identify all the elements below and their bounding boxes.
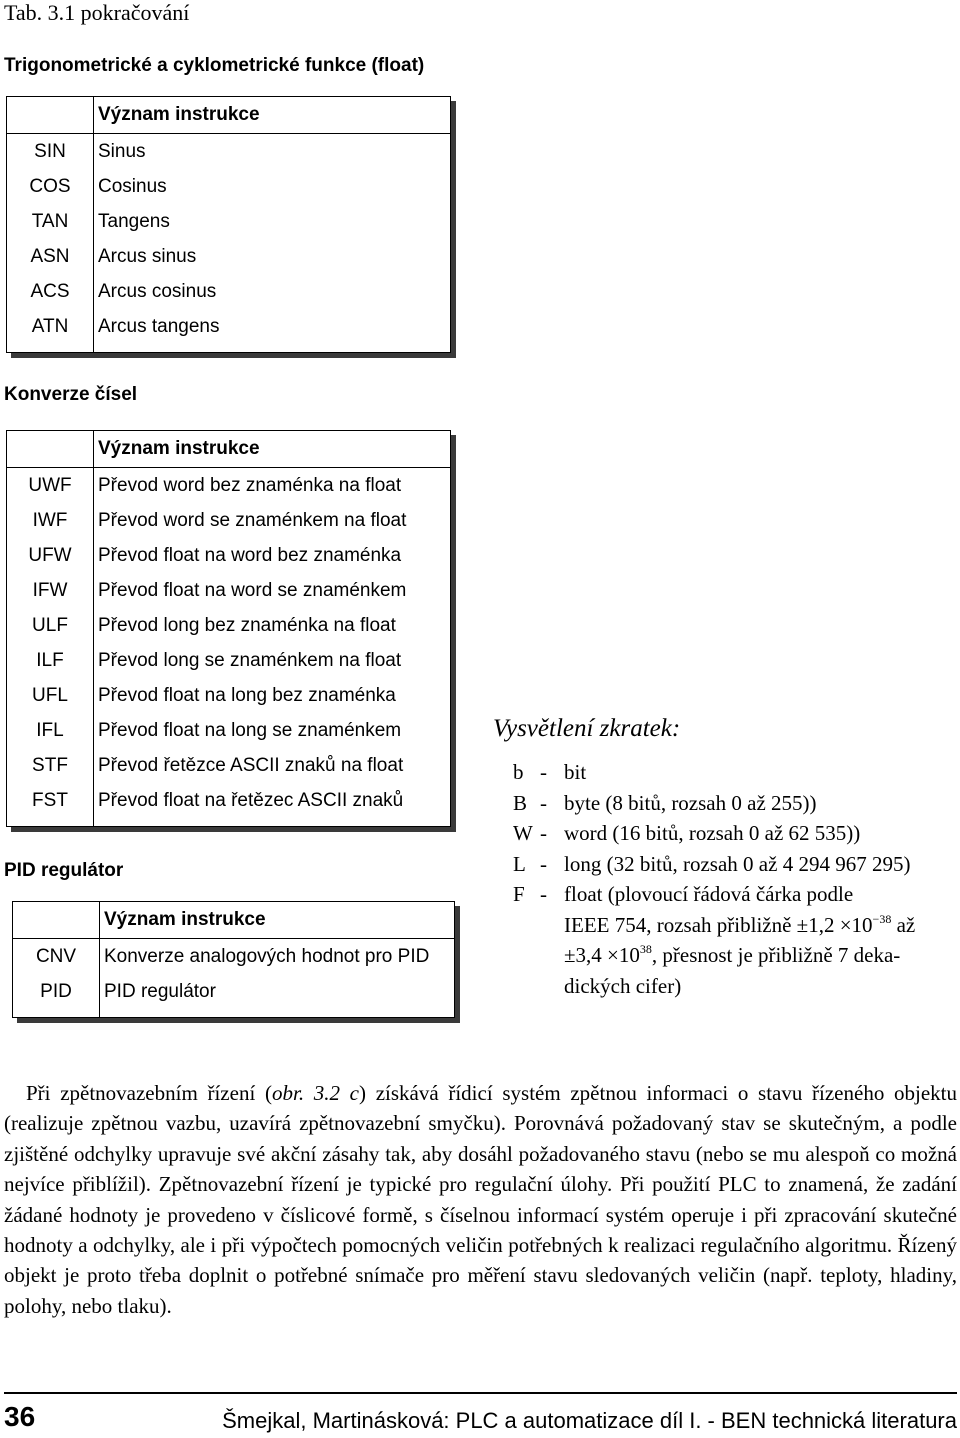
table-header-row (7, 97, 451, 134)
table-row (7, 274, 451, 309)
instruction-code: FST (7, 783, 94, 818)
table-row (7, 643, 451, 678)
legend-float-continuation-3 (493, 971, 960, 1002)
instruction-code: IFW (7, 573, 94, 608)
footer-citation: Šmejkal, Martinásková: PLC a automatizace díl I. - BEN technická literatura (222, 1408, 957, 1433)
float-precision-end: dických cifer) (564, 973, 682, 998)
instruction-code: ULF (7, 608, 94, 643)
legend-description: word (16 bitů, rozsah 0 až 62 535)) (564, 821, 861, 845)
instruction-meaning: Arcus tangens (98, 315, 220, 337)
instruction-meaning: Převod float na long bez znaménka (98, 684, 396, 706)
body-paragraph (4, 1078, 957, 1321)
instruction-meaning: Arcus cosinus (98, 280, 217, 302)
table-row (7, 748, 451, 783)
figure-reference: obr. 3.2 c (271, 1081, 360, 1105)
header-code-cell (13, 902, 100, 939)
legend-abbreviation: F (513, 882, 525, 906)
spacer-cell (94, 344, 451, 353)
section-heading-trigonometric: Trigonometrické a cyklometrické funkce (float) (4, 55, 425, 76)
legend-description: float (plovoucí řádová čárka podle (564, 882, 854, 906)
table-bottom-spacer (7, 344, 451, 353)
paragraph-text-start: Při zpětnovazebním řízení ( (26, 1081, 272, 1105)
legend-items (493, 757, 960, 910)
table-row (7, 239, 451, 274)
legend-item (493, 788, 960, 819)
legend-dash: - (540, 882, 547, 906)
legend-dash: - (540, 851, 547, 876)
table-bottom-spacer (13, 1009, 455, 1018)
table-row (13, 974, 455, 1009)
paragraph-text-rest: ) získává řídicí systém zpětnou informaci o stavu řízeného objektu (realizuje zpětnou vazbu, uzavírá zpětnovazební smyčku). Porovnává požadovaný stav se skutečným, a podle zjištěné odchylky upravuje své akční zásahy tak, aby dosáhl požadovaného stavu (nebo se mu alespoň co možná nejvíce přiblížil). Zpětnovazební řízení je typické pro regulační úlohy. Při použití PLC to znamená, že zadání žádané hodnoty je provedeno v číslicové formě, s číselnou informací systém operuje i při zpracování skutečné hodnoty a odchylky, ale i při výpočtech pomocných veličin potřebných k realizaci regulačního algoritmu. Řízený objekt je proto třeba doplnit o potřebné snímače pro měření stavu sledovaných veličin (např. teploty, hladiny, polohy, nebo tlaku). (4, 1081, 957, 1318)
header-code-cell (7, 97, 94, 134)
header-meaning-cell: Význam instrukce (94, 431, 451, 468)
instruction-code: ILF (7, 643, 94, 678)
instruction-meaning: Převod řetězce ASCII znaků na float (98, 754, 404, 776)
abbreviation-legend (493, 715, 960, 1001)
header-meaning-cell: Význam instrukce (94, 97, 451, 134)
instruction-meaning: Převod word se znaménkem na float (98, 509, 407, 531)
legend-dash: - (540, 790, 547, 815)
legend-abbreviation: b (513, 760, 524, 784)
table-bottom-spacer (7, 818, 451, 827)
instruction-meaning: Arcus sinus (98, 245, 197, 267)
table-row (7, 608, 451, 643)
instruction-code: UWF (7, 468, 94, 504)
legend-abbreviation: B (513, 790, 528, 815)
legend-abbreviation: W (513, 821, 533, 845)
float-precision-text: , přesnost je přibližně 7 deka- (651, 943, 901, 967)
table-row (7, 713, 451, 748)
section-heading-number-conversion: Konverze čísel (4, 384, 138, 405)
trigonometric-table (6, 96, 451, 353)
float-range-text: IEEE 754, rozsah přibližně ±1,2 ×10 (564, 912, 873, 937)
float-max-exponent: 38 (639, 942, 652, 956)
instruction-meaning: Konverze analogových hodnot pro PID (104, 945, 430, 967)
table-row (7, 678, 451, 713)
table-row (7, 468, 451, 504)
instruction-code: TAN (7, 204, 94, 239)
legend-item (493, 818, 960, 849)
float-range-exponent-neg: −38 (872, 911, 892, 926)
legend-abbreviation: L (513, 851, 526, 876)
table-header-row (7, 431, 451, 468)
spacer-cell (94, 818, 451, 827)
instruction-meaning: PID regulátor (104, 980, 216, 1002)
instruction-code: ACS (7, 274, 94, 309)
table-row (7, 309, 451, 344)
section-heading-pid-controller: PID regulátor (4, 860, 124, 881)
instruction-code: SIN (7, 134, 94, 170)
float-range-suffix: až (891, 912, 916, 937)
instruction-meaning: Převod word bez znaménka na float (98, 474, 402, 496)
instruction-meaning: Převod float na word bez znaménka (98, 544, 402, 566)
legend-description: bit (564, 760, 587, 784)
legend-item (493, 879, 960, 910)
instruction-code: UFW (7, 538, 94, 573)
legend-item (493, 757, 960, 788)
legend-float-continuation-1 (493, 910, 960, 941)
instruction-meaning: Převod long se znaménkem na float (98, 649, 402, 671)
instruction-code: UFL (7, 678, 94, 713)
legend-description: long (32 bitů, rozsah 0 až 4 294 967 295) (564, 851, 911, 876)
spacer-cell (7, 818, 94, 827)
spacer-cell (100, 1009, 455, 1018)
instruction-code: ATN (7, 309, 94, 344)
float-max-text: ±3,4 ×10 (564, 943, 640, 967)
instruction-meaning: Převod float na long se znaménkem (98, 719, 402, 741)
page-number: 36 (4, 1401, 36, 1432)
instruction-code: IWF (7, 503, 94, 538)
footer-divider (4, 1392, 957, 1394)
instruction-meaning: Tangens (98, 210, 170, 232)
instruction-code: COS (7, 169, 94, 204)
table-row (7, 783, 451, 818)
table-row (7, 169, 451, 204)
conversion-table (6, 430, 451, 827)
legend-description: byte (8 bitů, rozsah 0 až 255)) (564, 790, 817, 815)
instruction-meaning: Cosinus (98, 175, 167, 197)
table-header-row (13, 902, 455, 939)
table-row (7, 134, 451, 170)
legend-item (493, 849, 960, 880)
legend-title: Vysvětlení zkratek: (493, 715, 681, 742)
table-row (7, 503, 451, 538)
legend-dash: - (540, 821, 547, 845)
table-row (7, 538, 451, 573)
instruction-meaning: Převod float na řetězec ASCII znaků (98, 789, 404, 811)
instruction-code: IFL (7, 713, 94, 748)
instruction-code: CNV (13, 939, 100, 975)
instruction-code: ASN (7, 239, 94, 274)
instruction-meaning: Převod float na word se znaménkem (98, 579, 407, 601)
instruction-meaning: Převod long bez znaménka na float (98, 614, 396, 636)
spacer-cell (7, 344, 94, 353)
spacer-cell (13, 1009, 100, 1018)
table-row (13, 939, 455, 975)
table-row (7, 573, 451, 608)
pid-table (12, 901, 455, 1018)
legend-float-continuation-2 (493, 940, 960, 971)
table-continuation-caption: Tab. 3.1 pokračování (4, 0, 190, 25)
header-code-cell (7, 431, 94, 468)
legend-dash: - (540, 760, 547, 784)
instruction-meaning: Sinus (98, 140, 146, 162)
instruction-code: STF (7, 748, 94, 783)
instruction-code: PID (13, 974, 100, 1009)
header-meaning-cell: Význam instrukce (100, 902, 455, 939)
table-row (7, 204, 451, 239)
